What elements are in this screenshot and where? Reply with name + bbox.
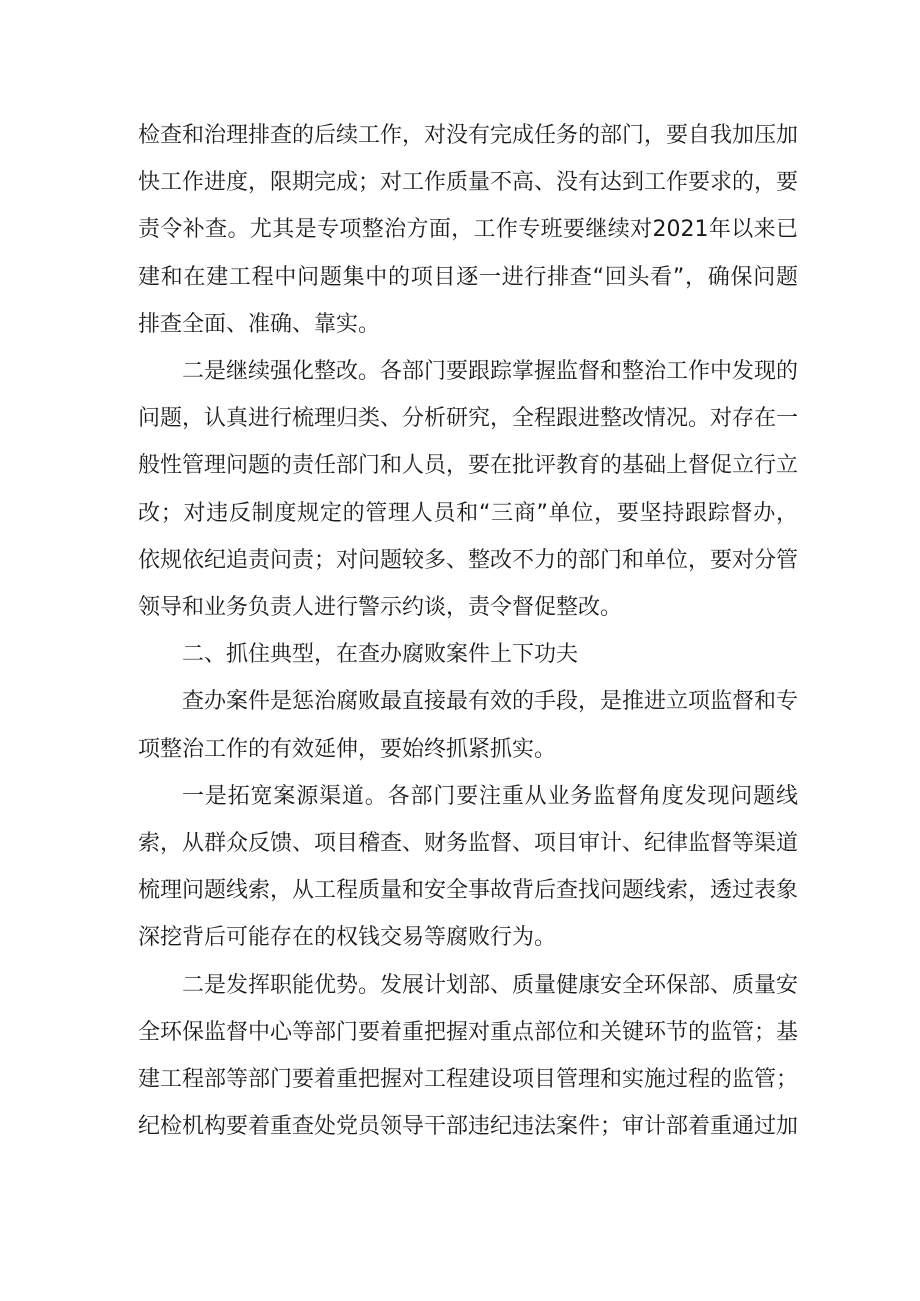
document-body [138,112,798,1150]
section-heading: 二、抓住典型，在查办腐败案件上下功夫 [182,642,579,668]
paragraph-functional-advantages: 二是发挥职能优势。发展计划部、质量健康安全环保部、质量安全环保监督中心等部门要着重把握对重点部位和关键环节的监管；基建工程部等部门要着重把握对工程建设项目管理和实施过程的监管；纪检机构要着重查处党员领导干部违纪违法案件；审计部着重通过加 [138,972,799,1140]
paragraph-case-handling: 查办案件是惩治腐败最直接最有效的手段，是推进立项监督和专项整治工作的有效延伸，要始终抓紧抓实。 [138,689,799,762]
paragraph-rectification: 二是继续强化整改。各部门要跟踪掌握监督和整治工作中发现的问题，认真进行梳理归类、分析研究，全程跟进整改情况。对存在一般性管理问题的责任部门和人员，要在批评教育的基础上督促立行立改；对违反制度规定的管理人员和“三商”单位，要坚持跟踪督办，依规依纪追责问责；对问题较多、整改不力的部门和单位，要对分管领导和业务负责人进行警示约谈，责令督促整改。 [138,359,799,621]
paragraph-continuation: 检查和治理排查的后续工作，对没有完成任务的部门，要自我加压加快工作进度，限期完成；对工作质量不高、没有达到工作要求的，要责令补查。尤其是专项整治方面，工作专班要继续对2021年以来已建和在建工程中问题集中的项目逐一进行排查“回头看”，确保问题排查全面、准确、靠实。 [138,123,799,337]
paragraph-case-sources: 一是拓宽案源渠道。各部门要注重从业务监督角度发现问题线索，从群众反馈、项目稽查、财务监督、项目审计、纪律监督等渠道梳理问题线索，从工程质量和安全事故背后查找问题线索，透过表象深挖背后可能存在的权钱交易等腐败行为。 [138,783,799,951]
